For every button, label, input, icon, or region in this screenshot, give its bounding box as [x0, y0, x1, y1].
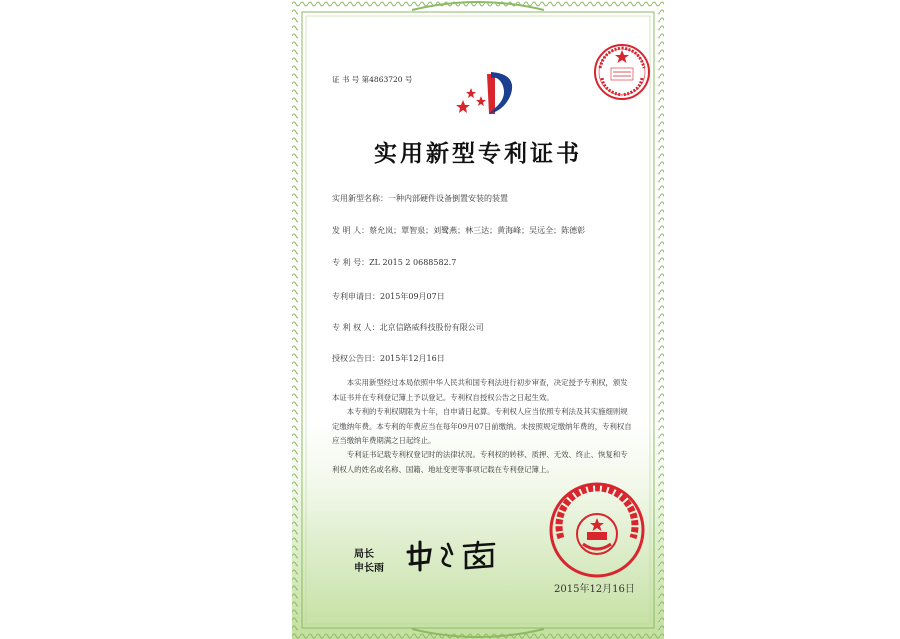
certificate-title: 实用新型专利证书 — [374, 140, 582, 167]
patent-number: 专 利 号：ZL 2015 2 0688582.7 — [332, 258, 457, 267]
agency-seal-icon — [592, 42, 652, 102]
patent-office-logo-icon — [455, 68, 517, 116]
patentee: 专 利 权 人：北京信路威科技股份有限公司 — [332, 323, 484, 332]
director-role-label: 局长 — [354, 549, 374, 560]
inventors: 发 明 人：蔡允岚；覃智泉；刘鹭燕；林三达；黄海峰；吴远全；陈德彰 — [332, 226, 586, 235]
certificate-number: 证 书 号 第4863720 号 — [332, 75, 413, 84]
certificate-paragraph: 本专利的专利权期限为十年，自申请日起算。专利权人应当依照专利法及其实施细则规定缴纳年费。本专利的年费应当在每年09月07日前缴纳。未按照规定缴纳年费的，专利权自应当缴纳年费期满之日起终止。 — [332, 407, 632, 445]
seal-date: 2015年12月16日 — [554, 584, 635, 595]
director-signature-icon — [404, 538, 504, 572]
utility-model-name: 实用新型名称：一种内部硬件设备倒置安装的装置 — [332, 194, 508, 203]
cnipa-seal-icon — [547, 480, 647, 580]
certificate-paragraph: 本实用新型经过本局依照中华人民共和国专利法进行初步审查，决定授予专利权，颁发本证书并在专利登记簿上予以登记。专利权自授权公告之日起生效。 — [332, 378, 628, 402]
certificate-paragraph: 专利证书记载专利权登记时的法律状况。专利权的转移、质押、无效、终止、恢复和专利权人的姓名或名称、国籍、地址变更等事项记载在专利登记簿上。 — [332, 450, 628, 474]
patent-certificate — [292, 0, 664, 639]
application-date: 专利申请日：2015年09月07日 — [332, 292, 445, 301]
director-name-label: 申长雨 — [354, 563, 384, 574]
grant-date: 授权公告日：2015年12月16日 — [332, 354, 445, 363]
